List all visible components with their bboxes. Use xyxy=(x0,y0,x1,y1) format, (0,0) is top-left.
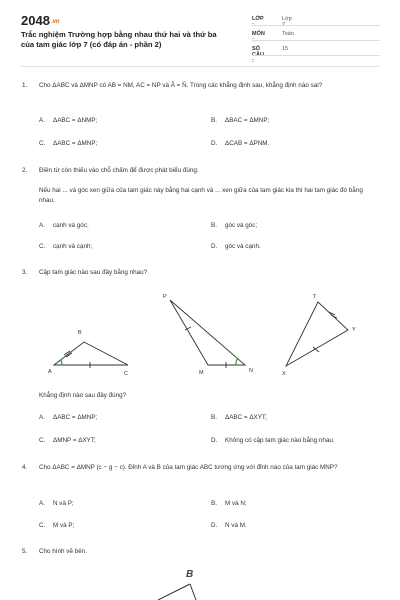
question-2-body: Nếu hai ... và góc xen giữa của tam giác này bằng hai cạnh và ... xen giữa của tam giác kia thì hai tam giác đó bằng nhau. xyxy=(39,187,363,204)
triangles-figure xyxy=(0,285,400,385)
question-3-ask: Khẳng định nào sau đây đúng? xyxy=(39,392,127,399)
label-t: T xyxy=(313,294,317,300)
label-p: P xyxy=(163,294,167,300)
q2-option-b[interactable]: B. góc và góc; xyxy=(211,222,258,229)
q3-option-c[interactable]: C. ΔMNP = ΔXYT; xyxy=(39,437,96,444)
q1-option-b[interactable]: B. ΔBAC = ΔMNP; xyxy=(211,117,270,124)
q3-option-b[interactable]: B. ΔABC = ΔXYT; xyxy=(211,414,267,421)
question-5-text: Cho hình vẽ bên. xyxy=(39,548,87,555)
q4-option-b[interactable]: B. M và N; xyxy=(211,500,247,507)
document-title: Trắc nghiệm Trường hợp bằng nhau thứ hai và thứ ba của tam giác lớp 7 (có đáp án - phần 2) xyxy=(21,30,217,49)
q2-option-d[interactable]: D. góc và cạnh. xyxy=(211,243,261,250)
question-1-text: Cho ΔABC và ΔMNP có AB = NM, AC = NP và Â = N̂. Trong các khẳng định sau, khẳng định nào sai? xyxy=(39,82,323,89)
triangle-pmn xyxy=(170,300,245,368)
q3-option-a[interactable]: A. ΔABC = ΔMNP; xyxy=(39,414,98,421)
label-m: M xyxy=(199,370,204,376)
q4-option-c[interactable]: C. M và P; xyxy=(39,522,75,529)
label-c: C xyxy=(124,371,128,377)
label-b: B xyxy=(78,330,82,336)
document-header: 2048.vn Trắc nghiệm Trường hợp bằng nhau thứ hai và thứ ba của tam giác lớp 7 (có đáp án - phần 2) LỚP : Lớp 7 MÔN : Toán SỐ CÂU : 15 xyxy=(0,0,400,62)
q2-option-a[interactable]: A. cạnh và góc; xyxy=(39,222,89,229)
label-n: N xyxy=(249,368,253,374)
q3-option-d[interactable]: D. Không có cặp tam giác nào bằng nhau. xyxy=(211,437,335,444)
q1-option-a[interactable]: A. ΔABC = ΔNMP; xyxy=(39,117,98,124)
question-5-figure xyxy=(140,562,230,600)
label-a: A xyxy=(48,369,52,375)
q2-option-c[interactable]: C. cạnh và cạnh; xyxy=(39,243,93,250)
header-divider xyxy=(21,66,379,67)
q1-option-c[interactable]: C. ΔABC = ΔMNP; xyxy=(39,140,98,147)
q4-option-d[interactable]: D. N và M. xyxy=(211,522,247,529)
question-3-text: Cặp tam giác nào sau đây bằng nhau? xyxy=(39,269,148,276)
question-2-text: Điền từ còn thiếu vào chỗ chấm để được phát biểu đúng: xyxy=(39,167,199,174)
q4-option-a[interactable]: A. N và P; xyxy=(39,500,74,507)
q1-option-d[interactable]: D. ΔCAB = ΔPNM. xyxy=(211,140,270,147)
triangle-abc xyxy=(54,342,128,368)
label-b-q5: B xyxy=(186,569,194,580)
triangle-txy xyxy=(286,302,348,366)
site-logo[interactable]: 2048.vn xyxy=(21,13,60,28)
question-4-text: Cho ΔABC = ΔMNP (c − g − c). Đỉnh A và B của tam giác ABC tương ứng với đỉnh nào của tam giác MNP? xyxy=(39,464,338,471)
label-y: Y xyxy=(352,327,356,333)
label-x: X xyxy=(282,371,286,377)
